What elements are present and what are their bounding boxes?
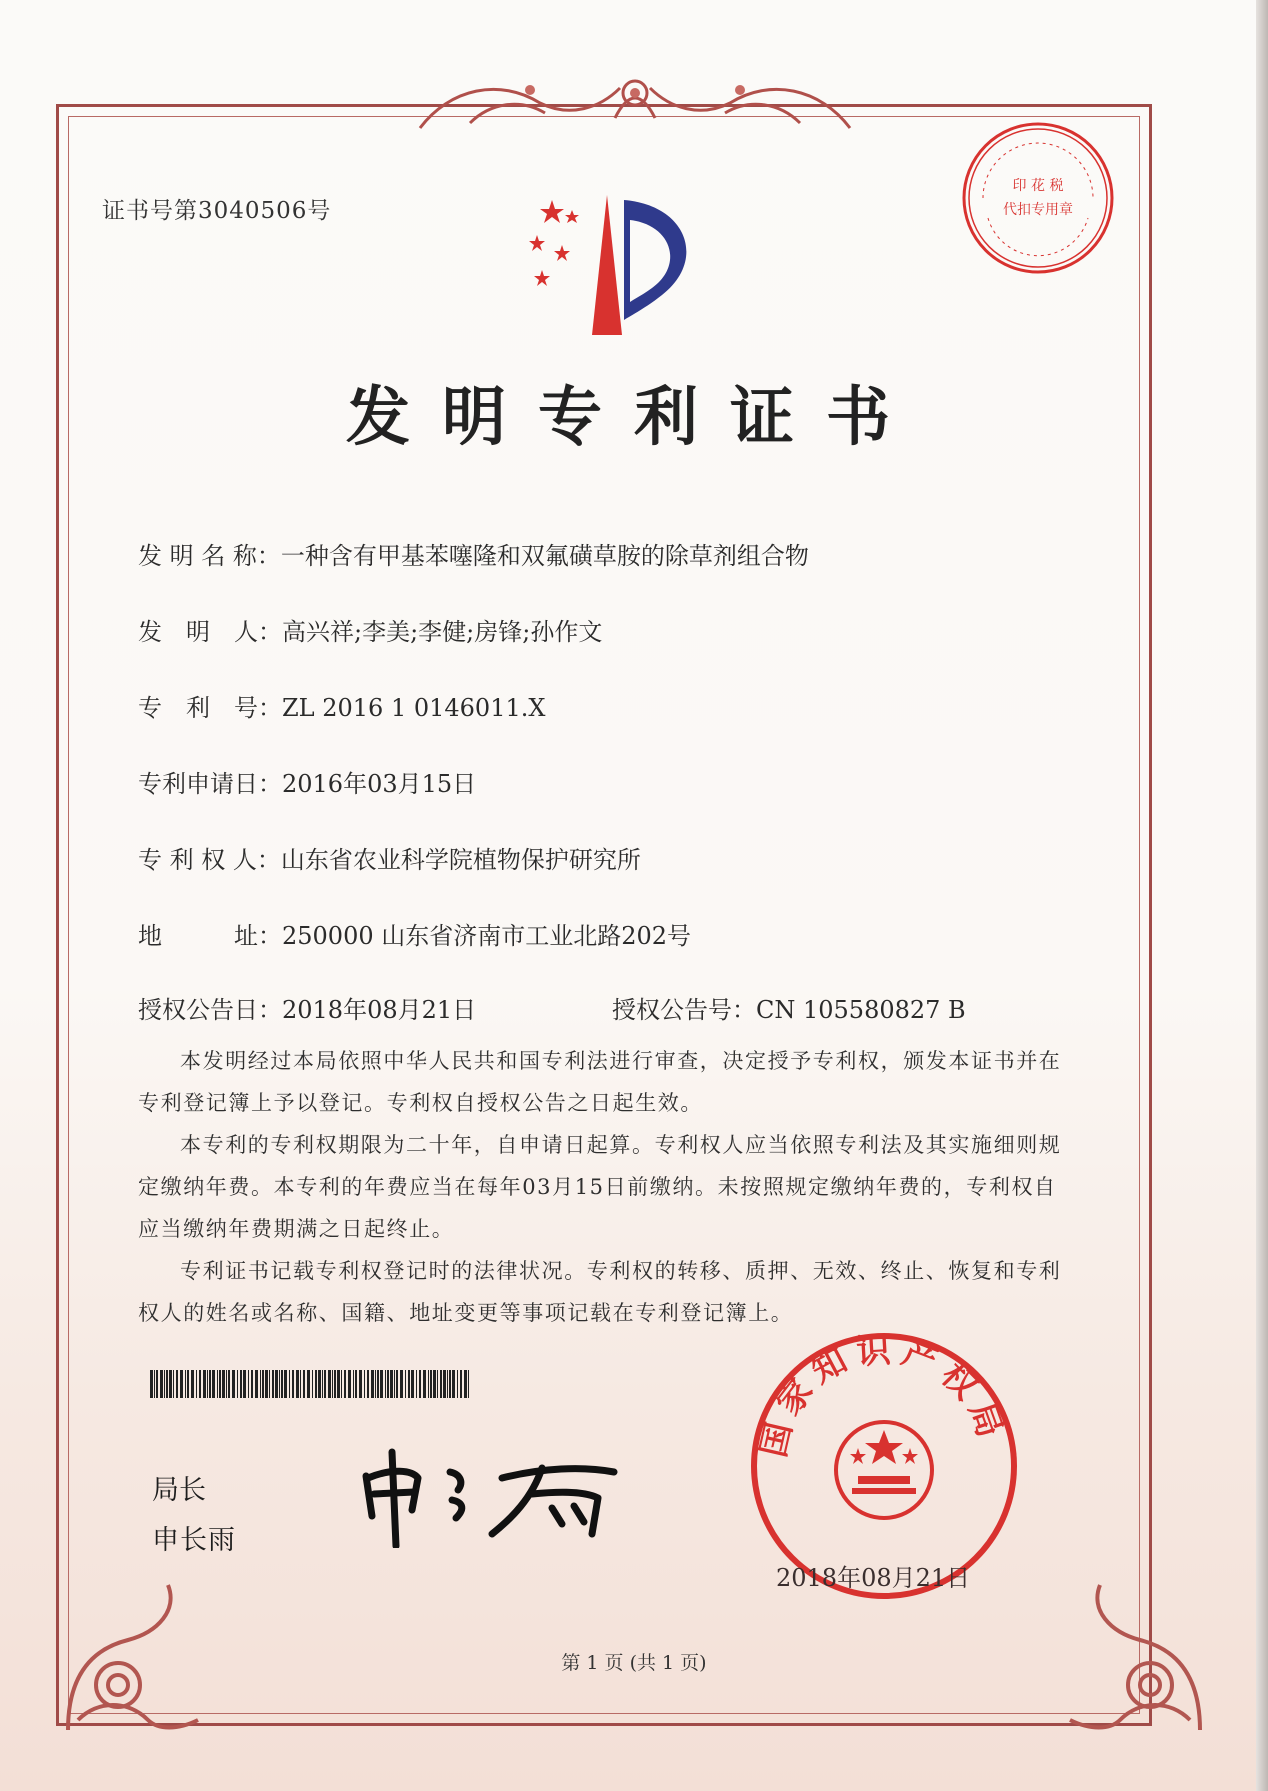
certificate-body: [138, 1040, 1068, 1334]
barcode-bar: [447, 1370, 448, 1398]
body-paragraph: 专利证书记载专利权登记时的法律状况。专利权的转移、质押、无效、终止、恢复和专利权人的姓名或名称、国籍、地址变更等事项记载在专利登记簿上。: [138, 1259, 1062, 1325]
barcode-bar: [164, 1370, 165, 1398]
barcode-bar: [300, 1370, 301, 1398]
body-paragraph: 本专利的专利权期限为二十年，自申请日起算。专利权人应当依照专利法及其实施细则规定缴纳年费。本专利的年费应当在每年03月15日前缴纳。未按照规定缴纳年费的，专利权自应当缴纳年费期满之日起终止。: [138, 1133, 1062, 1241]
barcode-bar: [468, 1370, 469, 1398]
barcode-bar: [217, 1370, 218, 1398]
barcode-bar: [364, 1370, 365, 1398]
barcode-bar: [248, 1370, 249, 1398]
barcode-bar: [359, 1370, 362, 1398]
barcode-bar: [150, 1370, 153, 1398]
barcode-bar: [237, 1370, 238, 1398]
barcode-bar: [199, 1370, 201, 1398]
barcode-bar: [243, 1370, 246, 1398]
barcode-bar: [222, 1370, 225, 1398]
barcode-bar: [212, 1370, 215, 1398]
barcode-bar: [375, 1370, 376, 1398]
barcode-bar: [355, 1370, 357, 1398]
barcode-bar: [307, 1370, 310, 1398]
barcode-bar: [464, 1370, 467, 1398]
grant-number-value: CN 105580827 B: [756, 996, 966, 1024]
barcode-bar: [187, 1370, 189, 1398]
certificate-title: 发明专利证书: [346, 380, 922, 455]
barcode-bar: [377, 1370, 379, 1398]
application-date-label: 专利申请日：: [138, 770, 282, 798]
barcode-bar: [284, 1370, 287, 1398]
barcode-bar: [457, 1370, 458, 1398]
application-date-row: [138, 764, 476, 799]
barcode-bar: [196, 1370, 197, 1398]
director-name: 申长雨: [152, 1525, 236, 1556]
address-value: 250000 山东省济南市工业北路202号: [282, 922, 692, 950]
barcode-bar: [269, 1370, 270, 1398]
grant-date-value: 2018年08月21日: [282, 996, 477, 1024]
svg-text:印 花 税: 印 花 税: [1012, 178, 1064, 194]
grant-number-label: 授权公告号：: [612, 996, 756, 1024]
barcode-bar: [440, 1370, 442, 1398]
patent-number-value: ZL 2016 1 0146011.X: [282, 694, 546, 722]
barcode-bar: [348, 1370, 351, 1398]
barcode-bar: [228, 1370, 230, 1398]
page-footer: 第 1 页 (共 1 页): [561, 1652, 707, 1674]
barcode-bar: [332, 1370, 333, 1398]
issue-date: 2018年08月21日: [776, 1564, 971, 1592]
barcode-bar: [251, 1370, 253, 1398]
barcode-bar: [353, 1370, 354, 1398]
barcode-bar: [460, 1370, 462, 1398]
application-date-value: 2016年03月15日: [282, 770, 477, 798]
patent-number-label: 专 利 号：: [138, 694, 282, 722]
barcode-bar: [344, 1370, 346, 1398]
barcode-bar: [281, 1370, 283, 1398]
inventor-value: 高兴祥;李美;李健;房锋;孙作文: [282, 618, 603, 646]
barcode-bar: [226, 1370, 227, 1398]
barcode-bar: [156, 1370, 158, 1398]
barcode-bar: [400, 1370, 403, 1398]
patent-office-emblem-icon: [512, 190, 712, 340]
barcode-bar: [289, 1370, 290, 1398]
barcode-bar: [394, 1370, 395, 1398]
barcode-bar: [160, 1370, 163, 1398]
address-row: [138, 916, 691, 951]
barcode-bar: [166, 1370, 168, 1398]
barcode-bar: [318, 1370, 321, 1398]
barcode-bar: [185, 1370, 186, 1398]
barcode-bar: [315, 1370, 317, 1398]
barcode-bar: [219, 1370, 221, 1398]
barcode-bar: [232, 1370, 235, 1398]
barcode-bar: [405, 1370, 406, 1398]
barcode-bar: [430, 1370, 432, 1398]
body-paragraph: 本发明经过本局依照中华人民共和国专利法进行审查，决定授予专利权，颁发本证书并在专利登记簿上予以登记。专利权自授权公告之日起生效。: [138, 1049, 1062, 1115]
barcode-bar: [154, 1370, 155, 1398]
barcode-bar: [240, 1370, 242, 1398]
barcode-bar: [262, 1370, 264, 1398]
barcode-bar: [275, 1370, 278, 1398]
barcode-bar: [312, 1370, 313, 1398]
barcode-bar: [176, 1370, 178, 1398]
barcode-bar: [207, 1370, 208, 1398]
barcode-bar: [419, 1370, 421, 1398]
scan-edge: [1256, 0, 1268, 1791]
patent-holder-value: 山东省农业科学院植物保护研究所: [280, 846, 641, 874]
barcode-bar: [255, 1370, 258, 1398]
barcode-bar: [191, 1370, 194, 1398]
tax-stamp-seal-icon: [958, 118, 1118, 278]
barcode-bar: [423, 1370, 426, 1398]
grant-number-row: [612, 990, 966, 1025]
barcode-bar: [387, 1370, 389, 1398]
director-title: 局长: [152, 1475, 206, 1506]
barcode-bar: [367, 1370, 369, 1398]
director-signature-icon: [352, 1438, 632, 1548]
barcode-bar: [173, 1370, 174, 1398]
inventor-row: [138, 612, 602, 647]
barcode-bar: [260, 1370, 261, 1398]
barcode-bar: [265, 1370, 268, 1398]
patent-holder-row: [138, 840, 641, 875]
address-label: 地 址：: [138, 922, 282, 950]
barcode-bar: [385, 1370, 386, 1398]
barcode-bar: [169, 1370, 172, 1398]
barcode-bar: [443, 1370, 446, 1398]
barcode-bar: [371, 1370, 374, 1398]
barcode-bar: [396, 1370, 398, 1398]
barcode-bar: [324, 1370, 326, 1398]
patent-holder-label: 专 利 权 人：: [138, 846, 281, 874]
barcode-bar: [180, 1370, 183, 1398]
barcode-bar: [411, 1370, 414, 1398]
barcode-bar: [380, 1370, 383, 1398]
barcode-bar: [337, 1370, 340, 1398]
invention-name-value: 一种含有甲基苯噻隆和双氟磺草胺的除草剂组合物: [280, 542, 809, 570]
barcode-bar: [452, 1370, 455, 1398]
patent-number-row: [138, 688, 545, 723]
svg-text:代扣专用章: 代扣专用章: [1003, 202, 1073, 218]
barcode-bar: [416, 1370, 417, 1398]
barcode-bar: [449, 1370, 451, 1398]
barcode-bar: [203, 1370, 206, 1398]
barcode-bar: [292, 1370, 294, 1398]
barcode-bar: [334, 1370, 336, 1398]
barcode-bar: [341, 1370, 342, 1398]
barcode-bar: [428, 1370, 429, 1398]
grant-date-row: [138, 990, 476, 1025]
grant-date-label: 授权公告日：: [138, 996, 282, 1024]
inventor-label: 发 明 人：: [138, 618, 282, 646]
barcode-bar: [279, 1370, 280, 1398]
barcode-bar: [272, 1370, 274, 1398]
barcode-bar: [433, 1370, 436, 1398]
barcode-bar: [209, 1370, 211, 1398]
barcode-bar: [408, 1370, 410, 1398]
barcode-bar: [390, 1370, 393, 1398]
barcode-bar: [328, 1370, 331, 1398]
invention-name-label: 发 明 名 称：: [138, 542, 281, 570]
certificate-number: 证书号第3040506号: [102, 198, 332, 224]
barcode-icon: [150, 1370, 472, 1398]
office-seal-text: 国家知识产权局: [753, 1330, 1013, 1461]
top-ornament-icon: [410, 68, 860, 138]
barcode-bar: [437, 1370, 438, 1398]
barcode-bar: [303, 1370, 305, 1398]
barcode-bar: [322, 1370, 323, 1398]
barcode-bar: [296, 1370, 299, 1398]
invention-name-row: [138, 536, 809, 571]
